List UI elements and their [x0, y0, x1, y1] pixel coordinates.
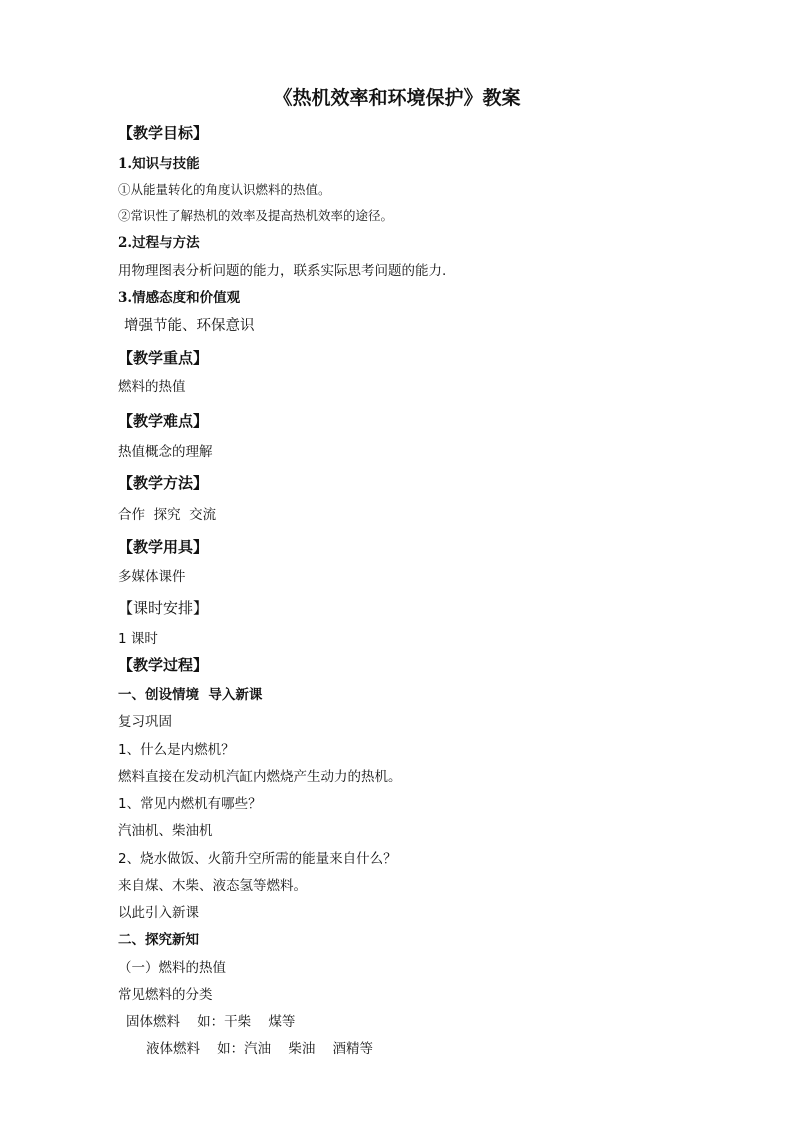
- tools-heading: 【教学用具】: [118, 538, 209, 556]
- method-heading: 【教学方法】: [118, 474, 209, 492]
- knowledge-item-1: ①从能量转化的角度认识燃料的热值。: [118, 182, 331, 197]
- key-text: 燃料的热值: [118, 379, 186, 395]
- method-text: 合作 探究 交流: [118, 507, 217, 523]
- page-title: 《热机效率和环境保护》教案: [273, 87, 521, 109]
- intro-text: 以此引入新课: [118, 905, 199, 921]
- knowledge-heading: 1.知识与技能: [118, 156, 200, 172]
- solid-fuel-line: 固体燃料 如：干柴 煤等: [126, 1014, 296, 1030]
- question-1: 1、什么是内燃机？: [118, 742, 235, 758]
- knowledge-item-2: ②常识性了解热机的效率及提高热机效率的途径。: [118, 208, 394, 223]
- answer-3: 来自煤、木柴、液态氢等燃料。: [118, 878, 307, 894]
- schedule-text: 1 课时: [118, 631, 158, 647]
- answer-1: 燃料直接在发动机汽缸内燃烧产生动力的热机。: [118, 769, 402, 785]
- section1-heading: 一、创设情境 导入新课: [118, 687, 263, 703]
- question-2: 1、常见内燃机有哪些？: [118, 796, 262, 812]
- process-text: 用物理图表分析问题的能力，联系实际思考问题的能力.: [118, 263, 447, 279]
- objectives-heading: 【教学目标】: [118, 124, 209, 142]
- process-heading: 2.过程与方法: [118, 235, 200, 251]
- procedure-heading: 【教学过程】: [118, 656, 209, 674]
- schedule-heading: 【课时安排】: [118, 599, 209, 617]
- subsection-1-heading: （一）燃料的热值: [118, 960, 226, 976]
- tools-text: 多媒体课件: [118, 569, 186, 585]
- attitude-heading: 3.情感态度和价值观: [118, 290, 241, 306]
- section2-heading: 二、探究新知: [118, 932, 199, 948]
- difficulty-text: 热值概念的理解: [118, 444, 213, 460]
- key-heading: 【教学重点】: [118, 349, 209, 367]
- question-3: 2、烧水做饭、火箭升空所需的能量来自什么？: [118, 851, 397, 867]
- classification-text: 常见燃料的分类: [118, 987, 213, 1003]
- difficulty-heading: 【教学难点】: [118, 412, 209, 430]
- review-text: 复习巩固: [118, 714, 172, 730]
- answer-2: 汽油机、柴油机: [118, 823, 213, 839]
- attitude-text: 增强节能、环保意识: [124, 318, 255, 334]
- liquid-fuel-line: 液体燃料 如：汽油 柴油 酒精等: [146, 1041, 373, 1057]
